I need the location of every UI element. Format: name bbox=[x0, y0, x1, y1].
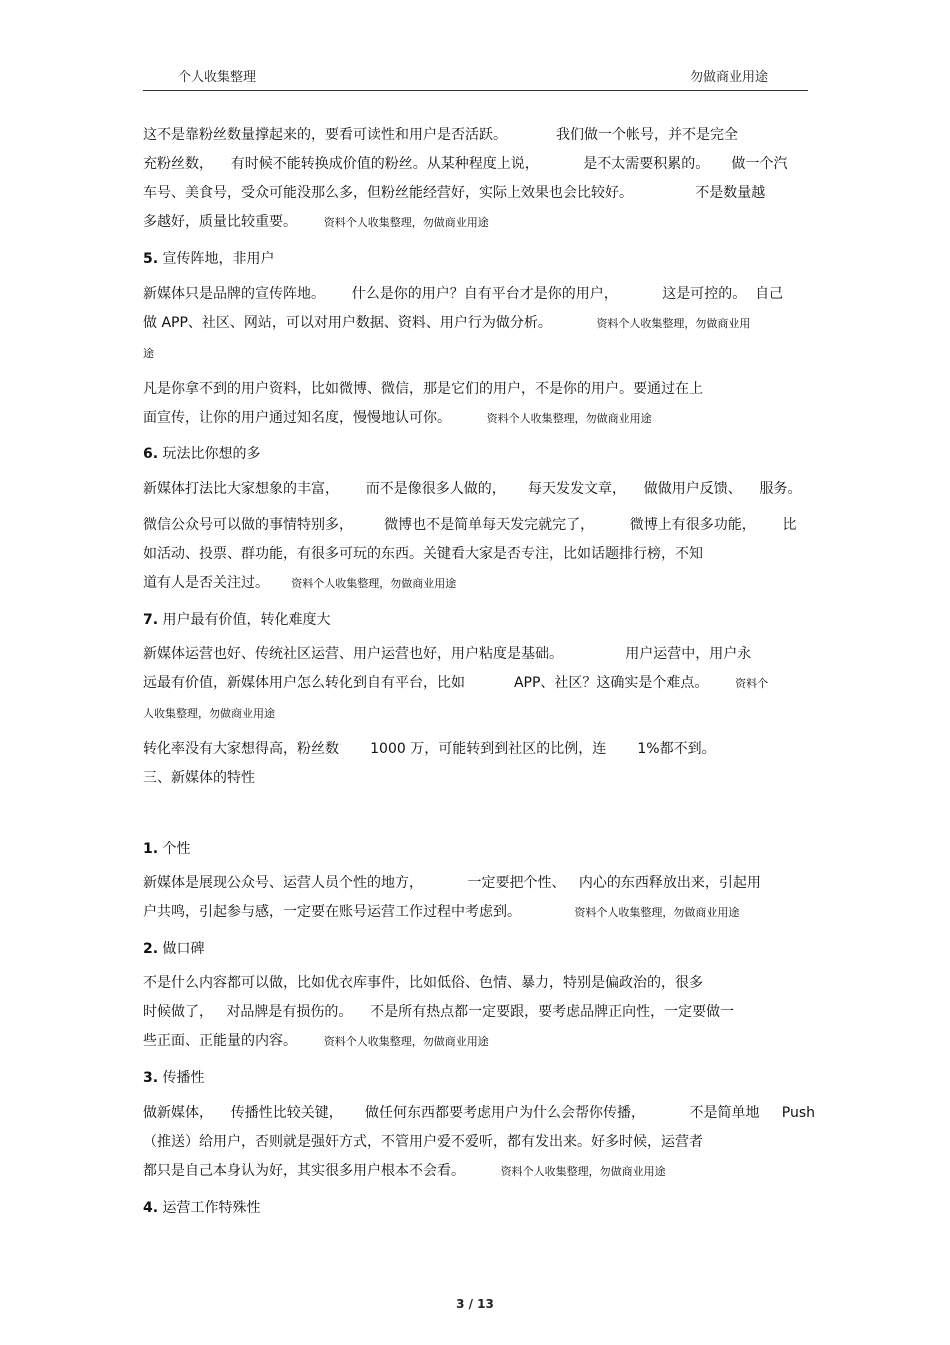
section-title: 传播性 bbox=[158, 1070, 205, 1086]
watermark-note: 资料个 bbox=[735, 677, 769, 690]
line-text: 远最有价值，新媒体用户怎么转化到自有平台，比如 APP、社区？这确实是个难点。 bbox=[143, 675, 709, 691]
text-line bbox=[143, 574, 456, 593]
page-number: 3 / 13 bbox=[456, 1297, 494, 1311]
watermark-note: 资料个人收集整理，勿做商业用途 bbox=[323, 1035, 489, 1048]
section-heading bbox=[143, 1069, 205, 1087]
section-title: 个性 bbox=[158, 841, 191, 857]
text-line bbox=[143, 769, 255, 787]
text-line bbox=[143, 903, 739, 922]
line-text: 都只是自己本身认为好，其实很多用户根本不会看。 bbox=[143, 1163, 465, 1179]
line-text: 道有人是否关注过。 bbox=[143, 575, 269, 591]
section-number: 3. bbox=[143, 1070, 159, 1086]
section-number: 2. bbox=[143, 941, 159, 957]
section-number: 7. bbox=[143, 612, 159, 628]
line-text: 新媒体只是品牌的宣传阵地。 什么是你的用户？自有平台才是你的用户， 这是可控的。 自己 bbox=[143, 286, 784, 302]
text-line bbox=[143, 645, 751, 663]
text-line bbox=[143, 314, 750, 333]
text-line bbox=[143, 516, 796, 534]
text-line bbox=[143, 740, 716, 758]
line-text: 充粉丝数， 有时候不能转换成价值的粉丝。从某种程度上说， 是不太需要积累的。 做一个汽 bbox=[143, 156, 788, 172]
watermark-note: 资料个人收集整理，勿做商业用途 bbox=[291, 577, 457, 590]
watermark-note: 资料个人收集整理，勿做商业用途 bbox=[574, 906, 740, 919]
text-line bbox=[143, 674, 768, 693]
header-right-text: 勿做商业用途 bbox=[690, 70, 769, 85]
line-text: 做 APP、社区、网站，可以对用户数据、资料、用户行为做分析。 bbox=[143, 315, 552, 331]
line-text: 些正面、正能量的内容。 bbox=[143, 1033, 297, 1049]
line-text: 如活动、投票、群功能，有很多可玩的东西。关键看大家是否专注，比如话题排行榜，不知 bbox=[143, 546, 703, 562]
line-text: 凡是你拿不到的用户资料，比如微博、微信，那是它们的用户，不是你的用户。要通过在上 bbox=[143, 381, 703, 397]
line-text: 新媒体运营也好、传统社区运营、用户运营也好，用户粘度是基础。 用户运营中，用户永 bbox=[143, 646, 752, 662]
text-line bbox=[143, 380, 703, 398]
line-text: 不是什么内容都可以做，比如优衣库事件，比如低俗、色情、暴力，特别是偏政治的，很多 bbox=[143, 975, 703, 991]
line-text: 做新媒体， 传播性比较关键， 做任何东西都要考虑用户为什么会帮你传播， 不是简单地 Push bbox=[143, 1105, 816, 1121]
section-heading bbox=[143, 940, 205, 958]
section-number: 4. bbox=[143, 1200, 159, 1216]
line-text: 新媒体打法比大家想象的丰富， 而不是像很多人做的， 每天发发文章， 做做用户反馈、 服务。 bbox=[143, 481, 802, 497]
line-text: 这不是靠粉丝数量撑起来的，要看可读性和用户是否活跃。 我们做一个帐号，并不是完全 bbox=[143, 127, 738, 143]
text-line bbox=[143, 480, 802, 498]
header-left-text: 个人收集整理 bbox=[178, 70, 257, 85]
text-line bbox=[143, 1104, 815, 1122]
text-line bbox=[143, 155, 788, 173]
section-number: 6. bbox=[143, 446, 159, 462]
text-line bbox=[143, 874, 761, 892]
section-heading bbox=[143, 250, 275, 268]
text-line bbox=[143, 409, 652, 428]
text-line bbox=[143, 974, 703, 992]
text-line bbox=[143, 344, 154, 363]
text-line bbox=[143, 213, 489, 232]
section-title: 运营工作特殊性 bbox=[158, 1200, 261, 1216]
section-heading bbox=[143, 445, 261, 463]
line-text: 面宣传，让你的用户通过知名度，慢慢地认可你。 bbox=[143, 410, 451, 426]
line-text: 多越好，质量比较重要。 bbox=[143, 214, 297, 230]
watermark-note: 资料个人收集整理，勿做商业用途 bbox=[500, 1165, 666, 1178]
section-title: 用户最有价值，转化难度大 bbox=[158, 612, 331, 628]
header-divider bbox=[143, 90, 808, 91]
line-text: 时候做了， 对品牌是有损伤的。 不是所有热点都一定要跟，要考虑品牌正向性，一定要做一 bbox=[143, 1004, 735, 1020]
watermark-note: 资料个人收集整理，勿做商业用途 bbox=[323, 216, 489, 229]
line-text: 三、新媒体的特性 bbox=[143, 770, 255, 786]
line-text: 转化率没有大家想得高，粉丝数 1000 万，可能转到到社区的比例，连 1%都不到。 bbox=[143, 741, 716, 757]
text-line bbox=[143, 285, 783, 303]
section-title: 宣传阵地，非用户 bbox=[158, 251, 275, 267]
section-number: 5. bbox=[143, 251, 159, 267]
text-line bbox=[143, 1133, 703, 1151]
text-line bbox=[143, 1032, 489, 1051]
text-line bbox=[143, 184, 765, 202]
line-text: 户共鸣，引起参与感，一定要在账号运营工作过程中考虑到。 bbox=[143, 904, 521, 920]
text-line bbox=[143, 1162, 666, 1181]
section-heading bbox=[143, 611, 331, 629]
section-number: 1. bbox=[143, 841, 159, 857]
text-line bbox=[143, 1003, 734, 1021]
section-heading bbox=[143, 840, 191, 858]
line-text: 微信公众号可以做的事情特别多， 微博也不是简单每天发完就完了， 微博上有很多功能， 比 bbox=[143, 517, 797, 533]
line-text: 车号、美食号，受众可能没那么多，但粉丝能经营好，实际上效果也会比较好。 不是数量越 bbox=[143, 185, 766, 201]
watermark-note: 资料个人收集整理，勿做商业用途 bbox=[486, 412, 652, 425]
section-heading bbox=[143, 1199, 261, 1217]
line-text: 新媒体是展现公众号、运营人员个性的地方， 一定要把个性、 内心的东西释放出来，引起用 bbox=[143, 875, 761, 891]
watermark-note: 资料个人收集整理，勿做商业用 bbox=[596, 317, 751, 330]
text-line bbox=[143, 545, 703, 563]
section-title: 做口碑 bbox=[158, 941, 205, 957]
watermark-note: 人收集整理，勿做商业用途 bbox=[143, 707, 275, 720]
section-title: 玩法比你想的多 bbox=[158, 446, 261, 462]
text-line bbox=[143, 126, 738, 144]
text-line bbox=[143, 704, 275, 723]
watermark-note: 途 bbox=[143, 347, 154, 360]
line-text: （推送）给用户，否则就是强奸方式，不管用户爱不爱听，都有发出来。好多时候，运营者 bbox=[143, 1134, 703, 1150]
